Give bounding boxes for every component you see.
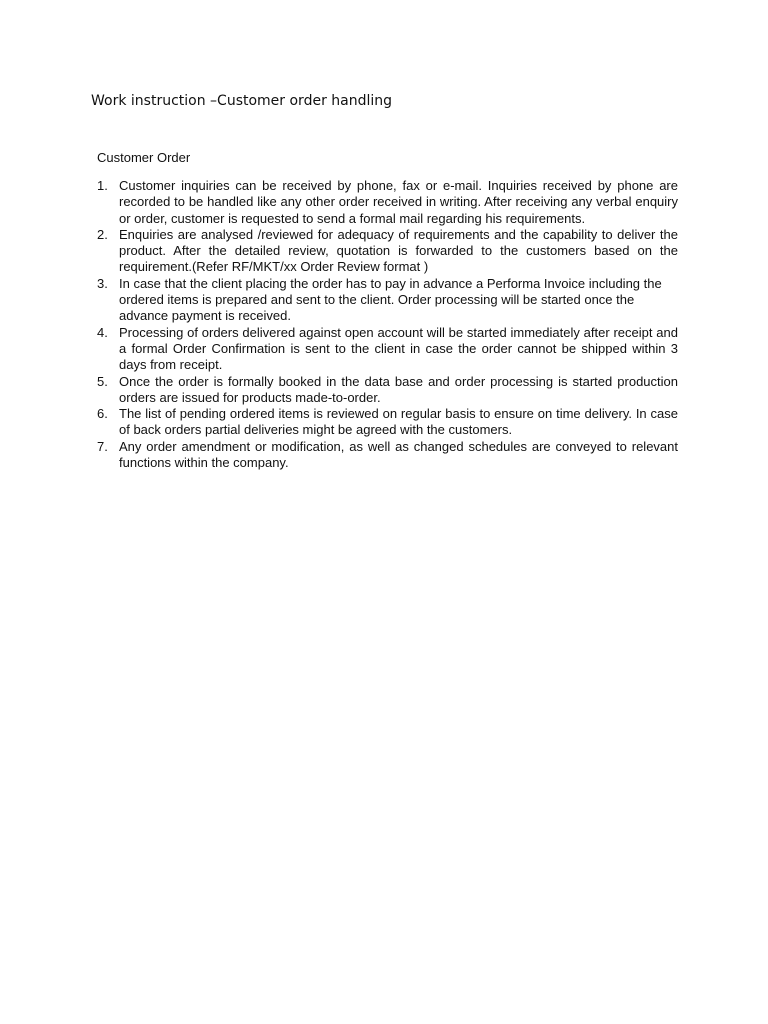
section-heading: Customer Order bbox=[97, 150, 191, 165]
list-item-text: The list of pending ordered items is reviewed on regular basis to ensure on time delivery. In case of back orders partial deliveries might be agreed with the customers. bbox=[119, 406, 678, 438]
list-item-text: Processing of orders delivered against open account will be started immediately after receipt and a formal Order Confirmation is sent to the client in case the order cannot be shipped within 3 days from receipt. bbox=[119, 324, 678, 373]
list-item-number: 5. bbox=[97, 373, 108, 389]
list-item bbox=[97, 406, 678, 439]
list-item-number: 4. bbox=[97, 324, 108, 340]
list-item bbox=[97, 439, 678, 472]
list-item-number: 2. bbox=[97, 226, 108, 242]
list-item-text: Any order amendment or modification, as well as changed schedules are conveyed to relevant functions within the company. bbox=[119, 438, 678, 471]
list-item-text: Enquiries are analysed /reviewed for adequacy of requirements and the capability to deliver the product. After the detailed review, quotation is forwarded to the customers based on the requirement.(Refer RF/MKT/xx Order Review format ) bbox=[119, 226, 678, 275]
list-item-text: Once the order is formally booked in the data base and order processing is started production orders are issued for products made-to-order. bbox=[119, 373, 678, 405]
document-title: Work instruction –Customer order handling bbox=[91, 93, 393, 109]
list-item-text: In case that the client placing the order has to pay in advance a Performa Invoice including the ordered items is prepared and sent to the client. Order processing will be started once the advance payment is received. bbox=[119, 275, 662, 324]
list-item-text: Customer inquiries can be received by phone, fax or e-mail. Inquiries received by phone are recorded to be handled like any other order received in writing. After receiving any verbal enquiry or order, customer is requested to send a formal mail regarding his requirements. bbox=[119, 178, 678, 226]
list-item bbox=[97, 178, 678, 227]
list-item bbox=[97, 325, 678, 374]
list-item bbox=[97, 276, 678, 325]
list-item-number: 6. bbox=[97, 406, 108, 422]
list-item bbox=[97, 227, 678, 276]
list-item bbox=[97, 374, 678, 407]
list-item-number: 7. bbox=[97, 438, 108, 454]
list-item-number: 3. bbox=[97, 275, 108, 291]
instruction-list bbox=[97, 178, 678, 471]
list-item-number: 1. bbox=[97, 178, 108, 193]
